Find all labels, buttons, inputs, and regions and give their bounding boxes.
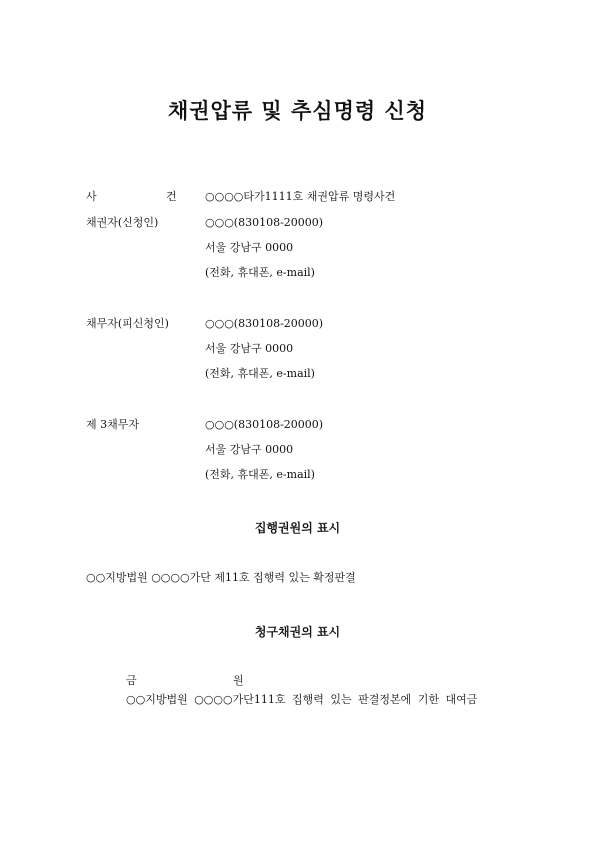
creditor-address: 서울 강남구 0000 xyxy=(205,241,294,254)
creditor-label: 채권자(신청인) xyxy=(86,216,159,229)
third-debtor-address: 서울 강남구 0000 xyxy=(205,443,294,456)
enforcement-title-heading: 집행권원의 표시 xyxy=(254,521,341,535)
enforcement-title-text: ○○지방법원 ○○○○가단 제11호 집행력 있는 확정판결 xyxy=(86,571,356,584)
debtor-address: 서울 강남구 0000 xyxy=(205,342,294,355)
creditor-name: ○○○(830108-20000) xyxy=(205,216,324,229)
claim-heading: 청구채권의 표시 xyxy=(254,625,341,639)
third-debtor-contact: (전화, 휴대폰, e-mail) xyxy=(205,468,315,481)
debtor-contact: (전화, 휴대폰, e-mail) xyxy=(205,367,315,380)
debtor-label: 채무자(피신청인) xyxy=(86,317,169,330)
claim-amount-label-part2: 원 xyxy=(233,674,244,687)
claim-text: ○○지방법원 ○○○○가단111호 집행력 있는 판결정본에 기한 대여금 xyxy=(126,693,478,706)
claim-amount-label-part1: 금 xyxy=(126,674,137,687)
document-title: 채권압류 및 추심명령 신청 xyxy=(167,98,428,123)
third-debtor-label: 제 3채무자 xyxy=(86,418,139,431)
creditor-contact: (전화, 휴대폰, e-mail) xyxy=(205,266,315,279)
case-label-part2: 건 xyxy=(166,190,177,203)
third-debtor-name: ○○○(830108-20000) xyxy=(205,418,324,431)
case-label-part1: 사 xyxy=(86,190,97,203)
debtor-name: ○○○(830108-20000) xyxy=(205,317,324,330)
case-value: ○○○○타가1111호 채권압류 명령사건 xyxy=(205,190,396,203)
